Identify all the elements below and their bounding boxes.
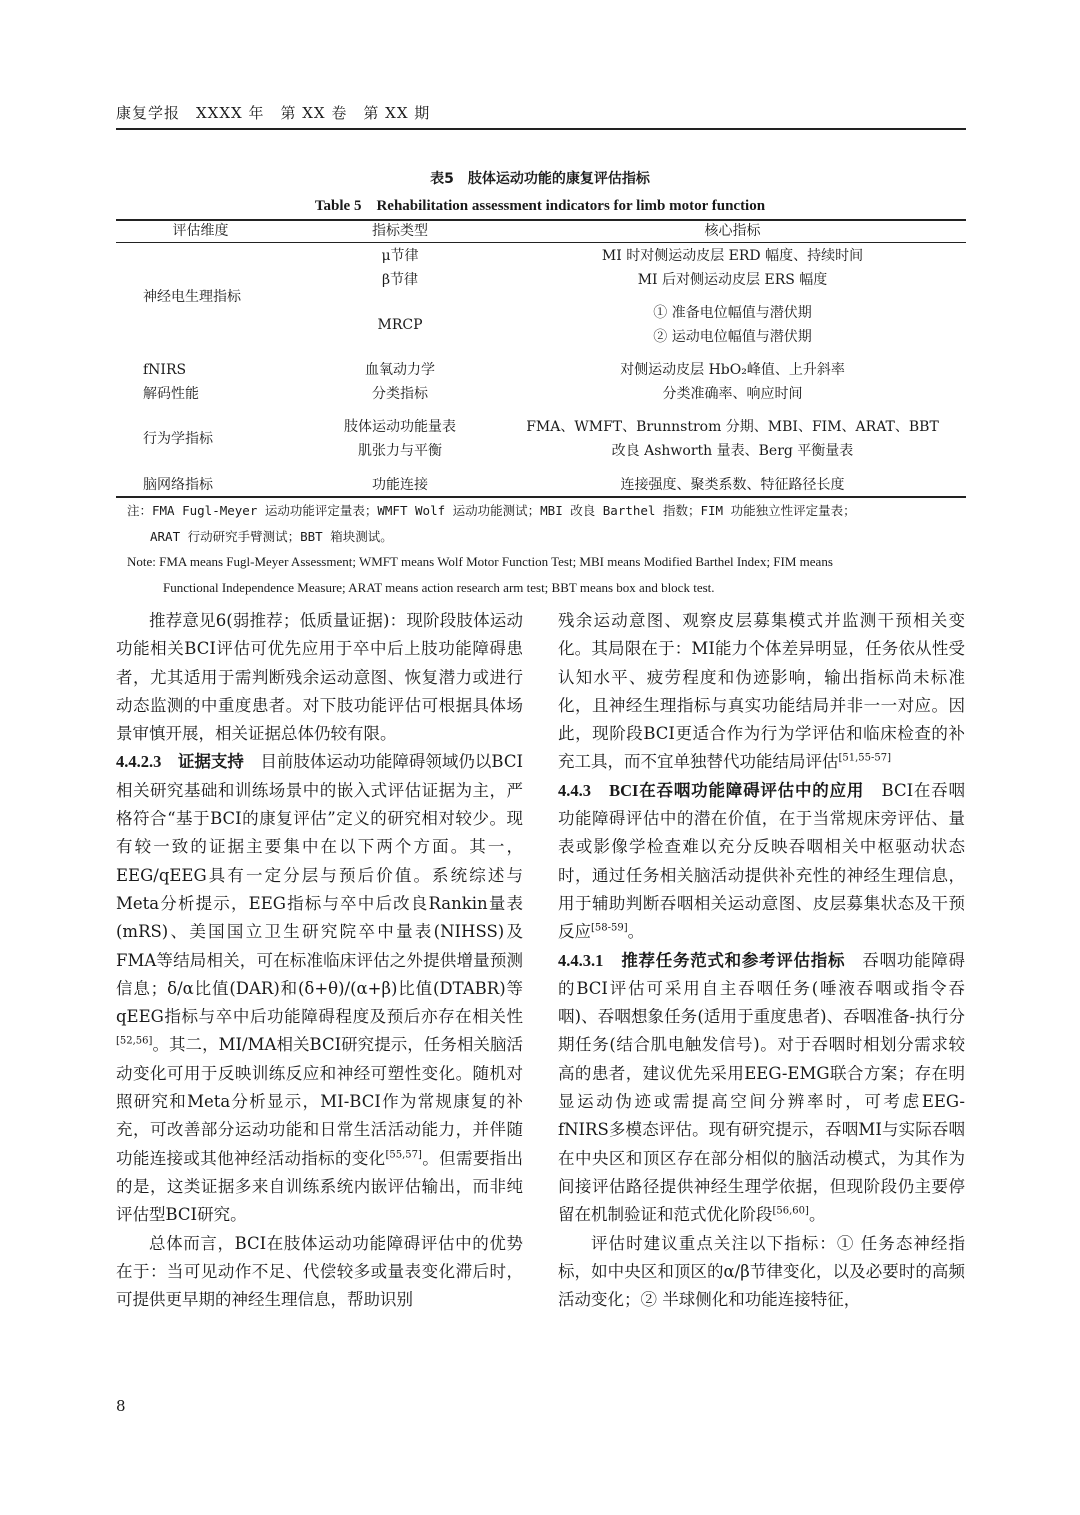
- continuation-paragraph: 残余运动意图、观察皮层募集模式并监测干预相关变化。其局限在于：MI能力个体差异明显，任务依从性受认知水平、疲劳程度和伪迹影响，输出指标尚未标准化，且神经生理指标与真实功能结局并非一一对应。因此，现阶段BCI更适合作为行为学评估和临床检查的补充工具，而不宜单独替代功能结局评估[51,55-57]: [558, 611, 965, 772]
- table-cell-type: 肌张力与平衡: [358, 443, 442, 459]
- left-column: [116, 607, 523, 1314]
- table-cell-core: ② 运动电位幅值与潜伏期: [653, 329, 812, 345]
- table-header-dimension: 评估维度: [172, 223, 229, 239]
- table-cell-type: β节律: [381, 272, 419, 288]
- table-header-core: 核心指标: [704, 223, 761, 239]
- section-heading-4-4-3: 4.4.3 BCI在吞咽功能障碍评估中的应用: [558, 780, 865, 800]
- table-cell-type: 功能连接: [372, 477, 428, 493]
- table-cell-dimension: 解码性能: [143, 386, 199, 402]
- right-column: [558, 607, 965, 1314]
- table-cell-type: 分类指标: [372, 386, 428, 402]
- page-number: 8: [116, 1397, 126, 1415]
- citation: [52,56]: [116, 1035, 153, 1047]
- table-caption-zh: 表5 肢体运动功能的康复评估指标: [430, 171, 650, 187]
- table-cell-dimension: 神经电生理指标: [143, 289, 241, 305]
- table-header-type: 指标类型: [372, 223, 428, 239]
- citation: [51,55-57]: [838, 752, 892, 764]
- table-header-rule: [116, 242, 966, 243]
- table-cell-core: MI 后对侧运动皮层 ERS 幅度: [637, 272, 828, 288]
- table-cell-dimension: fNIRS: [143, 362, 187, 378]
- table-note-zh-line2: ARAT 行动研究手臂测试；BBT 箱块测试。: [150, 529, 393, 544]
- citation: [56,60]: [772, 1205, 809, 1217]
- table-note-en-line2: Functional Independence Measure; ARAT means action research arm test; BBT means box and block test.: [163, 580, 715, 595]
- table-cell-core: FMA、WMFT、Brunnstrom 分期、MBI、FIM、ARAT、BBT: [526, 419, 939, 435]
- table-cell-dimension: 脑网络指标: [143, 477, 213, 493]
- table-cell-core: MI 时对侧运动皮层 ERD 幅度、持续时间: [601, 248, 864, 264]
- table-bottom-rule: [116, 496, 966, 498]
- table-note-en-line1: Note: FMA means Fugl-Meyer Assessment; WMFT means Wolf Motor Function Test; MBI means Modified Barthel Index; FIM means: [127, 554, 833, 569]
- table-cell-type: μ节律: [381, 248, 419, 264]
- section-heading-4-4-2-3: 4.4.2.3 证据支持: [116, 752, 244, 772]
- table-cell-type: 血氧动力学: [365, 362, 435, 378]
- running-header: [116, 98, 966, 130]
- citation: [55,57]: [385, 1149, 422, 1161]
- journal-header-text: 康复学报 XXXX 年 第 XX 卷 第 XX 期: [116, 104, 431, 122]
- table-note-zh-line1: 注：FMA Fugl-Meyer 运动功能评定量表；WMFT Wolf 运动功能测试；MBI 改良 Barthel 指数；FIM 功能独立性评定量表；: [127, 503, 856, 518]
- swallowing-section-paragraph: 4.4.3 BCI在吞咽功能障碍评估中的应用 BCI在吞咽功能障碍评估中的潜在价值，在于当常规床旁评估、量表或影像学检查难以充分反映吞咽相关中枢驱动状态时，通过任务相关脑活动提供补充性的神经生理信息，用于辅助判断吞咽相关运动意图、皮层募集状态及干预反应[58-59]。: [558, 780, 966, 942]
- section-heading-4-4-3-1: 4.4.3.1 推荐任务范式和参考评估指标: [558, 950, 846, 970]
- table-cell-core: 分类准确率、响应时间: [662, 386, 803, 402]
- table-cell-core: 对侧运动皮层 HbO₂峰值、上升斜率: [620, 362, 845, 378]
- table-cell-type: MRCP: [377, 317, 423, 333]
- citation: [58-59]: [591, 922, 628, 934]
- task-paradigm-paragraph: 4.4.3.1 推荐任务范式和参考评估指标 吞咽功能障碍的BCI评估可采用自主吞咽任务(唾液吞咽或指令吞咽)、吞咽想象任务(适用于重度患者)、吞咽准备-执行分期任务(结合肌电触发信号)。对于吞咽时相划分需求较高的患者，建议优先采用EEG-EMG联合方案；存在明显运动伪迹或需提高空间分辨率时，可考虑EEG-fNIRS多模态评估。现有研究提示，吞咽MI与实际吞咽在中央区和顶区存在部分相似的脑活动模式，为其作为间接评估路径提供神经生理学依据，但现阶段仍主要停留在机制验证和范式优化阶段[56,60]。: [558, 950, 966, 1225]
- table-cell-core: ① 准备电位幅值与潜伏期: [653, 305, 812, 321]
- summary-paragraph: 总体而言，BCI在肢体运动功能障碍评估中的优势在于：当可见动作不足、代偿较多或量表变化滞后时，可提供更早期的神经生理信息，帮助识别: [116, 1233, 523, 1310]
- table-cell-core: 改良 Ashworth 量表、Berg 平衡量表: [611, 443, 854, 459]
- indicators-paragraph: 评估时建议重点关注以下指标：① 任务态神经指标，如中央区和顶区的α/β节律变化，以及必要时的高频活动变化；② 半球侧化和功能连接特征，: [558, 1233, 965, 1310]
- table-top-rule: [116, 219, 966, 221]
- recommendation-6: 推荐意见6(弱推荐；低质量证据)：现阶段肢体运动功能相关BCI评估可优先应用于卒中后上肢功能障碍患者，尤其适用于需判断残余运动意图、恢复潜力或进行动态监测的中重度患者。对下肢功能评估可根据具体场景审慎开展，相关证据总体仍较有限。: [116, 611, 523, 744]
- evidence-support-paragraph: 4.4.2.3 证据支持 目前肢体运动功能障碍领域仍以BCI相关研究基础和训练场景中的嵌入式评估证据为主，严格符合“基于BCI的康复评估”定义的研究相对较少。现有较一致的证据主要集中在以下两个方面。其一，EEG/qEEG具有一定分层与预后价值。系统综述与Meta分析提示，EEG指标与卒中后改良Rankin量表(mRS)、美国国立卫生研究院卒中量表(NIHSS)及FMA等结局相关，可在标准临床评估之外提供增量预测信息；δ/α比值(DAR)和(δ+θ)/(α+β)比值(DTABR)等qEEG指标与卒中后功能障碍程度及预后亦存在相关性[52,56]。其二，MI/MA相关BCI研究提示，任务相关脑活动变化可用于反映训练反应和神经可塑性变化。随机对照研究和Meta分析显示，MI-BCI作为常规康复的补充，可改善部分运动功能和日常生活活动能力，并伴随功能连接或其他神经活动指标的变化[55,57]。但需要指出的是，这类证据多来自训练系统内嵌评估输出，而非纯评估型BCI研究。: [116, 752, 523, 1225]
- table-cell-core: 连接强度、聚类系数、特征路径长度: [620, 477, 845, 493]
- table-caption-en: Table 5 Rehabilitation assessment indicators for limb motor function: [314, 198, 766, 214]
- table-cell-dimension: 行为学指标: [143, 431, 213, 447]
- table-cell-type: 肢体运动功能量表: [344, 419, 456, 435]
